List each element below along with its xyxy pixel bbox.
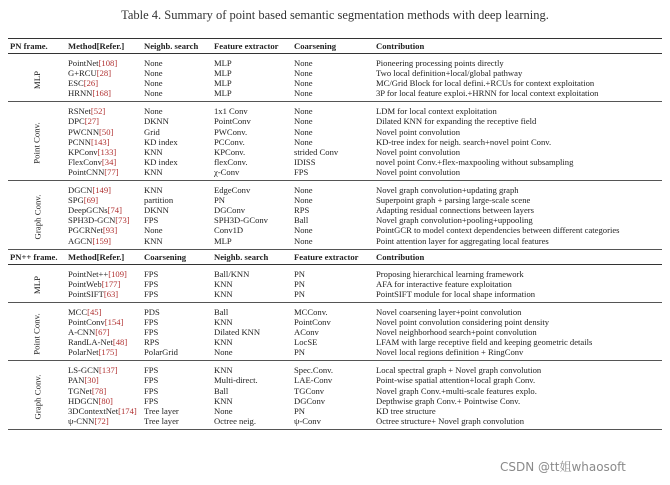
reference-link[interactable]: [69] — [83, 195, 99, 206]
method-name: RSNet — [68, 106, 91, 117]
method-cell — [66, 147, 142, 157]
contribution-cell: MC/Grid Block for local defini.+RCUs for context exploitation — [376, 78, 595, 89]
method-cell — [66, 127, 142, 137]
table-cell: FPS — [144, 375, 159, 386]
method-name: RandLA-Net — [68, 337, 113, 348]
table-cell: PCConv. — [214, 136, 245, 147]
table-cell: None — [142, 88, 212, 102]
reference-link[interactable]: [133] — [97, 146, 117, 157]
group-label: Point Conv. — [31, 312, 42, 355]
method-cell — [66, 386, 142, 396]
reference-link[interactable]: [74] — [107, 205, 122, 216]
contribution-cell: LDM for local context exploitation — [376, 106, 497, 117]
table-row — [8, 416, 662, 430]
table-cell: FPS — [144, 316, 159, 327]
table-cell: None — [294, 106, 313, 117]
table-cell: None — [144, 68, 163, 79]
method-cell — [66, 54, 142, 69]
column-header: Neighb. search — [212, 249, 292, 264]
table-cell: KD index — [144, 136, 178, 147]
column-header: Feature extractor — [212, 39, 292, 54]
column-header: PN frame. — [8, 39, 66, 54]
method-name: SPG — [68, 195, 84, 206]
table-cell: KNN — [144, 146, 163, 157]
table-cell: None — [214, 405, 233, 416]
table-cell: KNN — [142, 167, 212, 181]
table-row — [8, 327, 662, 337]
table-cell: None — [294, 185, 313, 196]
reference-link[interactable]: [78] — [91, 385, 107, 396]
group-label: MLP — [31, 70, 42, 89]
table-cell: IDISS — [294, 156, 316, 167]
reference-link[interactable]: [108] — [98, 58, 118, 68]
table-cell: PN — [292, 347, 374, 361]
method-name: SPH3D-GCN — [68, 215, 116, 226]
group-label-cell — [8, 181, 66, 250]
contribution-cell: Point-wise spatial attention+local graph Conv. — [376, 375, 536, 386]
method-cell — [66, 167, 142, 181]
method-cell — [66, 78, 142, 88]
group-label: Point Conv. — [31, 122, 42, 164]
column-header: Method[Refer.] — [66, 39, 142, 54]
reference-link[interactable]: [80] — [98, 395, 113, 406]
watermark: CSDN @tt姐whaosoft — [500, 460, 626, 474]
method-name: PolarNet — [68, 347, 99, 358]
reference-link[interactable]: [154] — [104, 316, 124, 327]
contribution-cell: novel point Conv.+flex-maxpooling without subsampling — [376, 156, 574, 167]
method-cell — [66, 289, 142, 303]
table-cell: χ-Conv — [212, 167, 292, 181]
table-cell: None — [292, 88, 374, 102]
header-row — [8, 39, 662, 54]
table-row — [8, 317, 662, 327]
contribution-cell: Novel point convolution — [374, 167, 662, 181]
contribution-cell: AFA for interactive feature exploitation — [376, 278, 512, 289]
method-name: PointConv — [68, 316, 105, 327]
method-name: A-CNN — [68, 327, 96, 338]
method-name: PAN — [68, 375, 85, 386]
contribution-cell: KD tree structure — [376, 405, 436, 416]
table-cell: None — [144, 106, 163, 117]
method-name: PointNet++ — [68, 268, 109, 279]
table-cell: PDS — [144, 306, 160, 317]
method-name: HDGCN — [68, 395, 99, 406]
table-cell: Dilated KNN — [214, 327, 261, 338]
reference-link[interactable]: [27] — [84, 116, 100, 127]
method-name: PointSIFT — [68, 288, 104, 299]
table-cell: PN — [294, 405, 305, 416]
table-row — [8, 375, 662, 385]
table-row — [8, 147, 662, 157]
table-cell: MLP — [214, 78, 232, 89]
table-cell: MLP — [214, 68, 232, 79]
table-cell: Ball — [214, 306, 229, 317]
table-cell: None — [294, 126, 313, 137]
contribution-cell: LFAM with large receptive field and keeping geometric details — [376, 337, 593, 348]
table-cell: Ball — [294, 215, 309, 226]
table-cell: None — [294, 225, 313, 236]
contribution-cell: Depthwise graph Conv.+ Pointwise Conv. — [376, 395, 521, 406]
contribution-cell: PointGCR to model context dependencies between different categories — [376, 225, 620, 236]
table-cell: DGConv — [214, 205, 246, 216]
table-row — [8, 302, 662, 317]
reference-link[interactable]: [93] — [102, 225, 118, 236]
column-header: Method[Refer.] — [66, 249, 142, 264]
reference-link[interactable]: [26] — [83, 78, 99, 89]
table-cell: TGConv — [294, 385, 325, 396]
method-cell — [66, 264, 142, 279]
table-cell: SPH3D-GConv — [214, 215, 268, 226]
method-name: MCC — [68, 306, 88, 317]
method-cell — [66, 347, 142, 361]
method-cell — [66, 375, 142, 385]
method-name: PCNN — [68, 136, 91, 147]
header-row — [8, 249, 662, 264]
method-name: PointCNN — [68, 166, 105, 177]
table-cell: Tree layer — [144, 405, 179, 416]
contribution-cell: 3P for local feature exploi.+HRNN for local context exploitation — [374, 88, 662, 102]
table-cell: PointConv — [214, 116, 251, 127]
reference-link[interactable]: [30] — [84, 375, 99, 386]
table-cell: Multi-direct. — [214, 375, 258, 386]
table-cell: LAE-Conv — [294, 375, 333, 386]
method-name: DeepGCNs — [68, 205, 108, 216]
table-cell: PN — [294, 278, 305, 289]
method-cell — [66, 236, 142, 250]
method-cell — [66, 279, 142, 289]
group-label-cell — [8, 102, 66, 181]
table-cell: 1x1 Conv — [214, 106, 248, 117]
segmentation-methods-table — [8, 38, 662, 430]
table-cell: KD index — [144, 156, 178, 167]
method-name: ψ-CNN — [68, 415, 95, 426]
reference-link[interactable]: [67] — [95, 327, 110, 338]
method-cell — [66, 88, 142, 102]
table-cell: EdgeConv — [214, 185, 251, 196]
contribution-cell: Novel graph Conv.+multi-scale features explo. — [376, 385, 537, 396]
table-cell: LocSE — [294, 337, 318, 348]
method-name: FlexConv — [68, 156, 102, 167]
table-cell: Ball — [214, 385, 229, 396]
column-header: Feature extractor — [292, 249, 374, 264]
table-row — [8, 181, 662, 196]
reference-link[interactable]: [52] — [90, 106, 106, 117]
table-cell: None — [294, 195, 313, 206]
contribution-cell: Two local definition+local/global pathway — [376, 68, 523, 79]
reference-link[interactable]: [149] — [92, 185, 111, 196]
method-name: HRNN — [68, 88, 93, 99]
reference-link[interactable]: [28] — [96, 68, 112, 79]
method-cell — [66, 205, 142, 215]
contribution-cell: Dilated KNN for expanding the receptive field — [376, 116, 537, 127]
table-row — [8, 289, 662, 303]
method-cell — [66, 337, 142, 347]
method-name: DPC — [68, 116, 85, 127]
reference-link[interactable]: [175] — [98, 347, 118, 358]
reference-link[interactable]: [177] — [101, 278, 121, 289]
contribution-cell: Novel local regions definition + RingConv — [374, 347, 662, 361]
method-name: G+RCU — [68, 68, 97, 79]
method-cell — [66, 215, 142, 225]
table-cell: FPS — [144, 268, 159, 279]
table-cell: PWConv. — [214, 126, 248, 137]
method-cell — [66, 195, 142, 205]
column-header: Coarsening — [142, 249, 212, 264]
contribution-cell: KD-tree index for neigh. search+novel point Conv. — [376, 136, 552, 147]
group-label: Graph Conv. — [31, 374, 42, 420]
group-label-cell — [8, 361, 66, 430]
table-cell: PN — [294, 268, 305, 279]
contribution-cell: Novel coarsening layer+point convolution — [376, 306, 522, 317]
method-cell — [66, 102, 142, 117]
table-cell: None — [294, 58, 313, 68]
contribution-cell: Pioneering processing points directly — [376, 58, 504, 68]
reference-link[interactable]: [109] — [108, 268, 127, 279]
table-cell: None — [212, 347, 292, 361]
table-cell: Conv1D — [214, 225, 244, 236]
method-cell — [66, 137, 142, 147]
table-row — [8, 386, 662, 396]
table-cell: None — [144, 78, 163, 89]
method-name: DGCN — [68, 185, 93, 196]
table-cell: KPConv. — [214, 146, 246, 157]
method-cell — [66, 157, 142, 167]
method-name: PWCNN — [68, 126, 100, 137]
method-name: TGNet — [68, 385, 92, 396]
reference-link[interactable]: [77] — [104, 166, 119, 177]
summary-table — [8, 38, 662, 430]
contribution-cell: Novel point convolution — [376, 146, 461, 157]
table-cell: KNN — [214, 337, 233, 348]
method-cell — [66, 327, 142, 337]
table-row — [8, 54, 662, 69]
table-row — [8, 167, 662, 181]
table-cell: None — [144, 225, 163, 236]
table-row — [8, 137, 662, 147]
method-name: 3DContextNet — [68, 405, 119, 416]
table-cell: KNN — [214, 316, 233, 327]
group-label-cell — [8, 302, 66, 360]
method-cell — [66, 406, 142, 416]
reference-link[interactable]: [48] — [112, 337, 128, 348]
table-row — [8, 396, 662, 406]
table-row — [8, 195, 662, 205]
table-cell: FPS — [144, 327, 159, 338]
table-cell: PointConv — [294, 316, 331, 327]
contribution-cell: Point attention layer for aggregating local features — [374, 236, 662, 250]
method-cell — [66, 361, 142, 376]
method-cell — [66, 181, 142, 196]
table-cell: RPS — [294, 205, 310, 216]
table-row — [8, 88, 662, 102]
reference-link[interactable]: [63] — [103, 288, 119, 299]
table-cell: FPS — [144, 365, 159, 376]
column-header: Coarsening — [292, 39, 374, 54]
method-cell — [66, 116, 142, 126]
table-row — [8, 68, 662, 78]
table-row — [8, 116, 662, 126]
table-cell: PN — [292, 289, 374, 303]
method-cell — [66, 225, 142, 235]
table-cell: Grid — [144, 126, 160, 137]
table-row — [8, 361, 662, 376]
method-name: PGCRNet — [68, 225, 103, 236]
method-name: ESC — [68, 78, 84, 89]
table-row — [8, 157, 662, 167]
table-row — [8, 236, 662, 250]
contribution-cell: Novel neighborhood search+point convolution — [376, 327, 537, 338]
table-row — [8, 225, 662, 235]
table-row — [8, 264, 662, 279]
table-row — [8, 127, 662, 137]
table-cell: None — [294, 116, 313, 127]
group-label-cell — [8, 264, 66, 302]
method-name: AGCN — [68, 235, 93, 246]
table-cell: KNN — [142, 236, 212, 250]
table-cell: Ball/KNN — [214, 268, 250, 279]
table-cell: PN — [214, 195, 225, 206]
method-cell — [66, 396, 142, 406]
group-label: Graph Conv. — [31, 194, 42, 240]
table-cell: FPS — [144, 278, 159, 289]
table-caption: Table 4. Summary of point based semantic segmentation methods with deep learning. — [121, 8, 549, 22]
table-cell: strided Conv — [294, 146, 339, 157]
table-cell: partition — [144, 195, 174, 206]
table-cell: PolarGrid — [142, 347, 212, 361]
method-cell — [66, 317, 142, 327]
table-cell: None — [144, 58, 163, 68]
reference-link[interactable]: [143] — [90, 136, 110, 147]
table-cell: KNN — [212, 289, 292, 303]
reference-link[interactable]: [168] — [92, 88, 111, 99]
table-row — [8, 279, 662, 289]
table-cell: DKNN — [144, 116, 169, 127]
contribution-cell: Adapting residual connections between layers — [376, 205, 534, 216]
method-name: LS-GCN — [68, 365, 100, 376]
method-cell — [66, 68, 142, 78]
table-cell: FPS — [144, 385, 159, 396]
table-cell: KNN — [214, 365, 233, 376]
table-cell: KNN — [214, 395, 233, 406]
table-cell: DGConv — [294, 395, 326, 406]
table-cell: FPS — [292, 167, 374, 181]
table-cell: RPS — [144, 337, 160, 348]
contribution-cell: Novel point convolution considering point density — [376, 316, 550, 327]
table-cell: KNN — [214, 278, 233, 289]
contribution-cell: Octree structure+ Novel graph convolution — [374, 416, 662, 430]
reference-link[interactable]: [34] — [101, 156, 117, 167]
table-cell: MLP — [212, 88, 292, 102]
reference-link[interactable]: [73] — [115, 215, 130, 226]
table-cell: Spec.Conv. — [294, 365, 334, 376]
method-name: PointNet — [68, 58, 99, 68]
table-cell: Octree neig. — [212, 416, 292, 430]
table-cell: None — [292, 236, 374, 250]
table-row — [8, 337, 662, 347]
reference-link[interactable]: [174] — [118, 405, 137, 416]
table-cell: Tree layer — [142, 416, 212, 430]
table-cell: MCConv. — [294, 306, 328, 317]
contribution-cell: Novel graph convolution+updating graph — [376, 185, 519, 196]
column-header: PN++ frame. — [8, 249, 66, 264]
method-name: KPConv — [68, 146, 98, 157]
reference-link[interactable]: [72] — [94, 415, 109, 426]
group-label-cell — [8, 54, 66, 102]
reference-link[interactable]: [45] — [87, 306, 102, 317]
table-cell: DKNN — [144, 205, 169, 216]
group-label: MLP — [31, 276, 42, 295]
table-row — [8, 78, 662, 88]
reference-link[interactable]: [137] — [99, 365, 118, 376]
table-cell: MLP — [214, 58, 232, 68]
reference-link[interactable]: [50] — [99, 126, 114, 137]
table-cell: FPS — [144, 215, 159, 226]
contribution-cell: Local spectral graph + Novel graph convolution — [376, 365, 542, 376]
table-row — [8, 406, 662, 416]
table-row — [8, 205, 662, 215]
table-cell: None — [294, 68, 313, 79]
column-header: Neighb. search — [142, 39, 212, 54]
table-row — [8, 347, 662, 361]
table-cell: AConv — [294, 327, 319, 338]
table-cell: None — [294, 136, 313, 147]
contribution-cell: Novel point convolution — [376, 126, 461, 137]
table-cell: flexConv. — [214, 156, 248, 167]
table-cell: FPS — [144, 395, 159, 406]
reference-link[interactable]: [159] — [92, 235, 111, 246]
table-cell: MLP — [212, 236, 292, 250]
contribution-cell: Superpoint graph + parsing large-scale scene — [376, 195, 531, 206]
table-row — [8, 215, 662, 225]
table-cell: ψ-Conv — [292, 416, 374, 430]
method-name: PointWeb — [68, 278, 102, 289]
table-cell: None — [294, 78, 313, 89]
method-cell — [66, 416, 142, 430]
column-header: Contribution — [374, 39, 662, 54]
contribution-cell: PointSIFT module for local shape information — [374, 289, 662, 303]
table-cell: FPS — [142, 289, 212, 303]
contribution-cell: Proposing hierarchical learning framework — [376, 268, 524, 279]
method-cell — [66, 302, 142, 317]
table-cell: KNN — [144, 185, 163, 196]
table-row — [8, 102, 662, 117]
column-header: Contribution — [374, 249, 662, 264]
contribution-cell: Novel graph convolution+pooling+uppooling — [376, 215, 533, 226]
